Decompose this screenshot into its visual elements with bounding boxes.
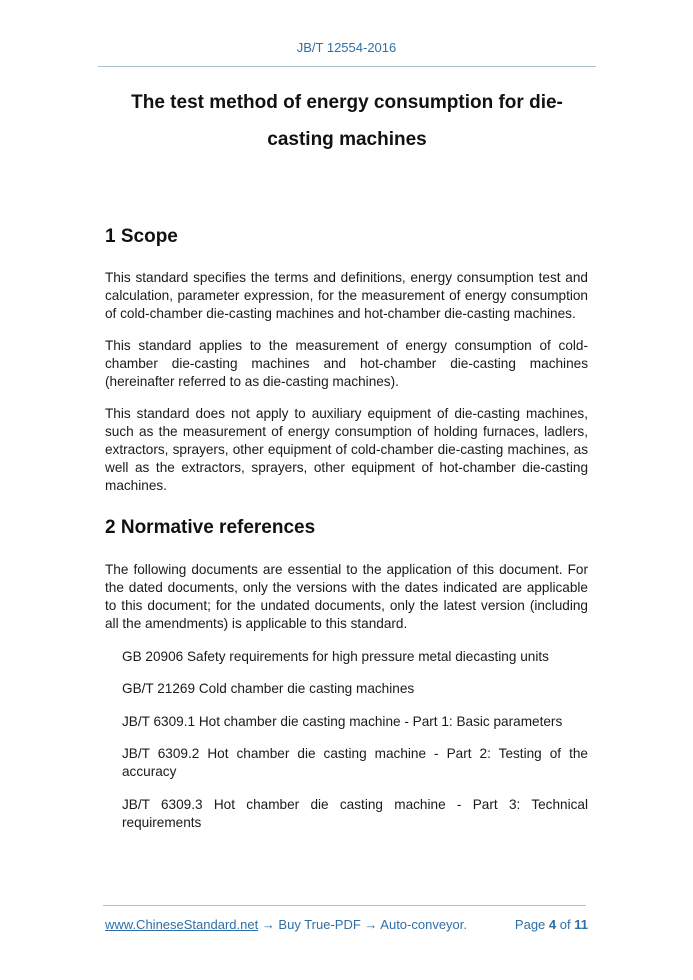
chinese-standard-link[interactable]: www.ChineseStandard.net — [105, 917, 259, 932]
page-label: Page — [514, 917, 546, 932]
page-indicator — [515, 917, 588, 932]
footer-trail-text: → Buy True-PDF → Auto-conveyor. — [258, 917, 468, 932]
reference-item: JB/T 6309.1 Hot chamber die casting machine - Part 1: Basic parameters — [122, 714, 563, 729]
document-title — [98, 84, 596, 158]
page-current: 4 — [548, 917, 557, 932]
page-of-label: of — [559, 917, 571, 932]
reference-item: JB/T 6309.3 Hot chamber die casting machine - Part 3: Technical requirements — [122, 797, 588, 830]
normative-references-intro: The following documents are essential to the application of this document. For the dated documents, only the versions with the dates indicated are applicable to this document; for the undated documents, only the latest version (including all the amendments) is applicable to this standard. — [105, 562, 588, 631]
reference-item: JB/T 6309.2 Hot chamber die casting machine - Part 2: Testing of the accuracy — [122, 746, 588, 779]
section-heading-scope: 1 Scope — [105, 226, 178, 247]
reference-item: GB 20906 Safety requirements for high pressure metal diecasting units — [122, 649, 549, 664]
scope-paragraph-2: This standard applies to the measurement of energy consumption of cold-chamber die-casting machines and hot-chamber die-casting machines (hereinafter referred to as die-casting machines). — [105, 338, 588, 389]
scope-paragraph-1: This standard specifies the terms and definitions, energy consumption test and calculation, parameter expression, for the measurement of energy consumption of cold-chamber die-casting machines and hot-chamber die-casting machines. — [105, 270, 588, 321]
page-total: 11 — [574, 917, 588, 932]
document-title-line-1: The test method of energy consumption for die- — [131, 92, 563, 113]
section-heading-normative-references: 2 Normative references — [105, 517, 316, 538]
header-divider — [98, 66, 596, 67]
scope-paragraph-3: This standard does not apply to auxiliary equipment of die-casting machines, such as the measurement of energy consumption of holding furnaces, ladlers, extractors, sprayers, other equipment of cold-chamber die-casting machines, as well as the extractors, sprayers, other equipment of hot-chamber die-casting machines. — [105, 406, 588, 493]
page-footer — [105, 917, 588, 932]
footer-divider — [103, 905, 586, 906]
document-title-line-2: casting machines — [267, 129, 427, 150]
standard-code: JB/T 12554-2016 — [296, 40, 397, 55]
reference-item: GB/T 21269 Cold chamber die casting machines — [122, 681, 415, 696]
